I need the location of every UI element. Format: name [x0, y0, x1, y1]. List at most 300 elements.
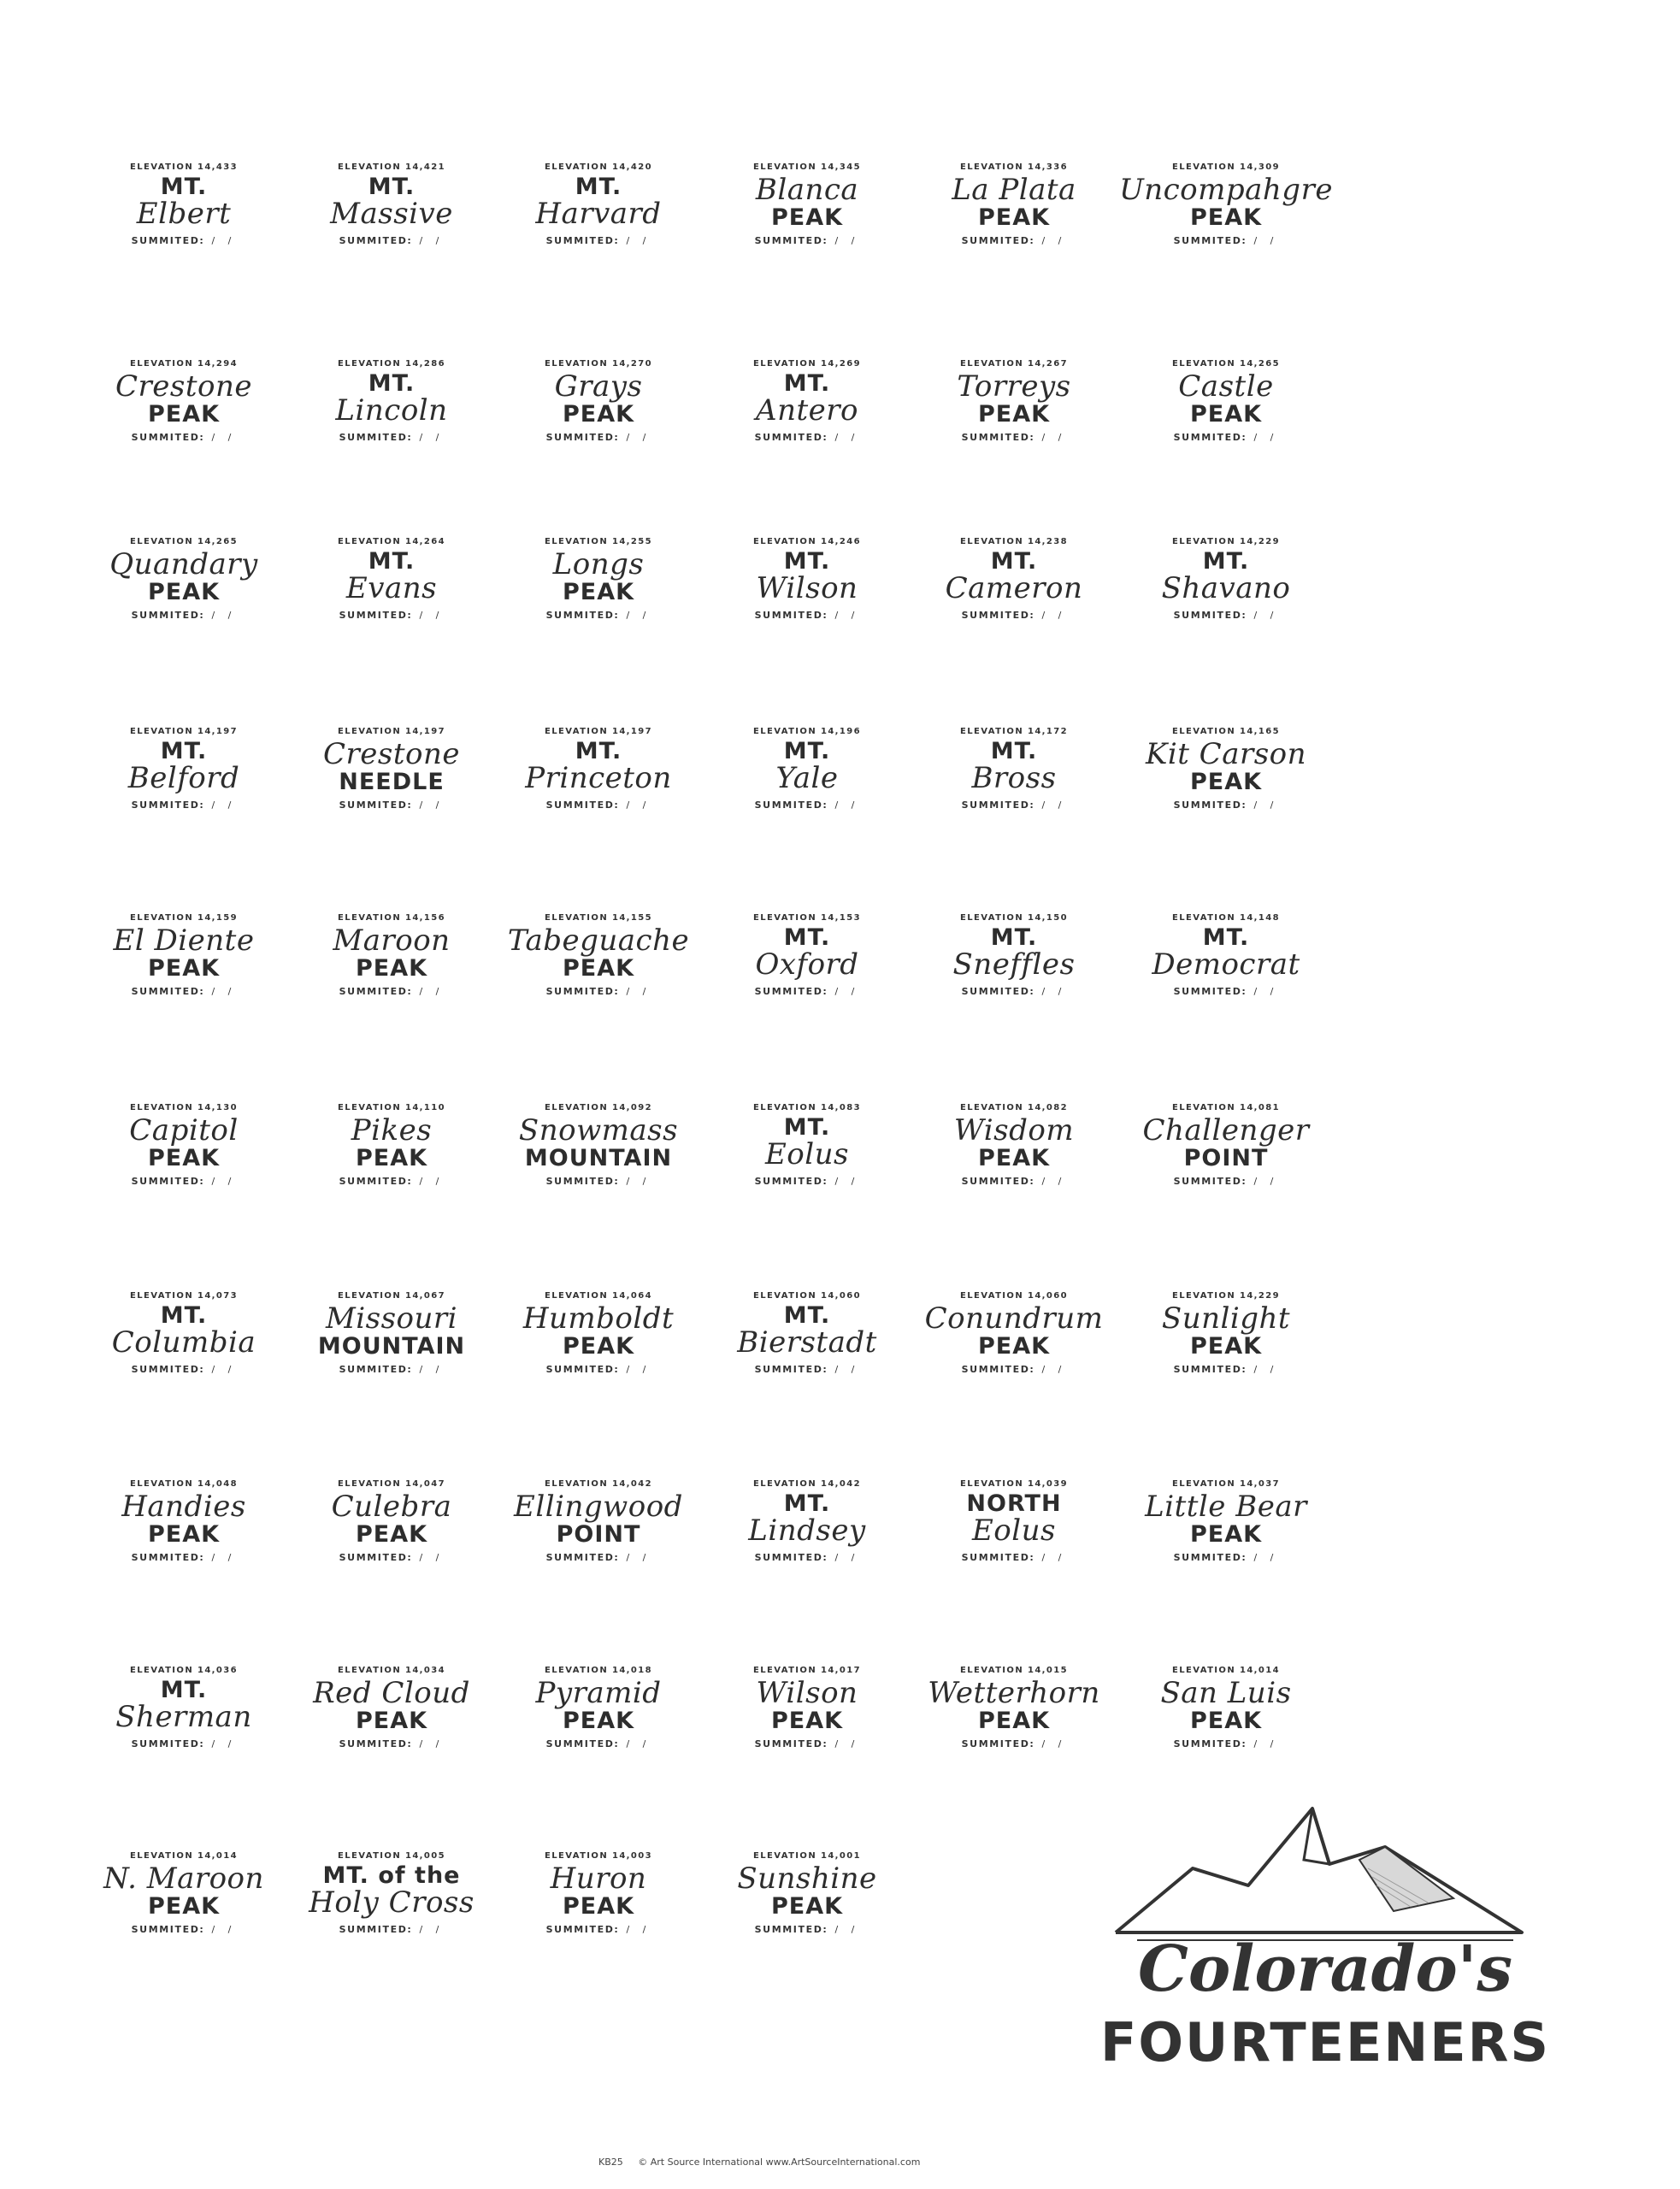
elevation-label: ELEVATION 14,269 — [753, 359, 861, 369]
summited-field — [487, 1924, 710, 1935]
peak-name-line1: Missouri — [325, 1301, 458, 1336]
summited-field — [73, 610, 295, 621]
peak-name-line2: PEAK — [147, 1144, 221, 1171]
peak-label — [903, 1291, 1125, 1411]
summited-field — [903, 799, 1125, 811]
footer — [598, 2157, 1197, 2168]
summited-date-slashes: / / — [419, 1924, 445, 1936]
summited-label: SUMMITED: — [339, 1176, 413, 1188]
peak-label — [487, 1666, 710, 1785]
peak-name-line1: Grays — [554, 369, 643, 404]
elevation-label: ELEVATION 14,159 — [130, 913, 238, 923]
peak-label — [696, 1851, 918, 1971]
logo — [1069, 1804, 1582, 2086]
summited-label: SUMMITED: — [339, 610, 413, 622]
peak-label — [280, 913, 503, 1033]
elevation-label: ELEVATION 14,110 — [338, 1103, 445, 1112]
elevation-label: ELEVATION 14,238 — [960, 537, 1068, 546]
peak-name-line2: MOUNTAIN — [317, 1332, 466, 1360]
peak-label — [73, 913, 295, 1033]
peak-name-line1: Culebra — [331, 1490, 452, 1524]
summited-label: SUMMITED: — [961, 986, 1035, 998]
elevation-label: ELEVATION 14,005 — [338, 1851, 445, 1861]
peak-name-line1: MT. — [368, 370, 416, 397]
peak-name-line2: Cameron — [945, 571, 1083, 606]
peak-name-line1: Red Cloud — [313, 1676, 470, 1710]
summited-date-slashes: / / — [1041, 1552, 1067, 1564]
peak-name-line2: PEAK — [1189, 768, 1263, 795]
summited-date-slashes: / / — [1041, 986, 1067, 998]
peak-name-line1: MT. — [160, 738, 208, 764]
summited-label: SUMMITED: — [754, 799, 828, 811]
peak-label — [903, 359, 1125, 479]
peak-label — [487, 1851, 710, 1971]
peak-name-line1: Torreys — [957, 369, 1071, 404]
elevation-label: ELEVATION 14,270 — [545, 359, 652, 369]
peak-label — [696, 913, 918, 1033]
peak-name-line1: MT. — [1202, 548, 1250, 575]
peak-name-line1: MT. — [783, 548, 831, 575]
peak-name-line1: Little Bear — [1145, 1490, 1307, 1524]
peak-name-line2: PEAK — [147, 1520, 221, 1548]
summited-field — [73, 1364, 295, 1375]
summited-label: SUMMITED: — [754, 610, 828, 622]
peak-name-line1: Uncompahgre — [1119, 173, 1333, 207]
peak-name-line1: Pikes — [351, 1113, 433, 1148]
summited-label: SUMMITED: — [754, 986, 828, 998]
elevation-label: ELEVATION 14,156 — [338, 913, 445, 923]
peak-name-line1: Sunshine — [737, 1862, 877, 1896]
peak-label — [1115, 537, 1337, 657]
peak-name-line2: Wilson — [756, 571, 858, 606]
peak-label — [1115, 1291, 1337, 1411]
peak-label — [487, 537, 710, 657]
peak-label — [696, 1479, 918, 1599]
peak-name-line2: Oxford — [755, 947, 859, 982]
summited-label: SUMMITED: — [131, 235, 205, 247]
elevation-label: ELEVATION 14,172 — [960, 727, 1068, 736]
elevation-label: ELEVATION 14,047 — [338, 1479, 445, 1489]
elevation-label: ELEVATION 14,014 — [130, 1851, 238, 1861]
peak-name-line1: Ellingwood — [514, 1490, 683, 1524]
peak-name-line1: Sunlight — [1161, 1301, 1291, 1336]
peak-name-line2: PEAK — [562, 578, 635, 605]
summited-field — [73, 235, 295, 246]
peak-label — [903, 1479, 1125, 1599]
peak-label — [73, 359, 295, 479]
peak-name-line1: MT. — [160, 1302, 208, 1329]
summited-date-slashes: / / — [626, 1738, 651, 1750]
peak-name-line2: PEAK — [562, 954, 635, 982]
elevation-label: ELEVATION 14,264 — [338, 537, 445, 546]
peak-label — [1115, 727, 1337, 847]
peak-name-line2: PEAK — [770, 1892, 844, 1920]
summited-date-slashes: / / — [419, 1738, 445, 1750]
peak-name-line1: MT. — [783, 1302, 831, 1329]
elevation-label: ELEVATION 14,092 — [545, 1103, 652, 1112]
summited-date-slashes: / / — [211, 1738, 237, 1750]
peak-name-line2: MOUNTAIN — [524, 1144, 673, 1171]
peak-name-line1: MT. — [990, 924, 1038, 951]
peak-name-line1: Blanca — [755, 173, 859, 207]
elevation-label: ELEVATION 14,153 — [753, 913, 861, 923]
peak-name-line2: PEAK — [1189, 1332, 1263, 1360]
elevation-label: ELEVATION 14,196 — [753, 727, 861, 736]
summited-label: SUMMITED: — [1173, 799, 1247, 811]
peak-label — [280, 1666, 503, 1785]
summited-date-slashes: / / — [1253, 1176, 1279, 1188]
summited-label: SUMMITED: — [754, 1552, 828, 1564]
elevation-label: ELEVATION 14,073 — [130, 1291, 238, 1301]
peak-name-line2: Evans — [345, 571, 438, 606]
peak-name-line1: Longs — [552, 547, 645, 581]
peak-name-line2: PEAK — [355, 1144, 428, 1171]
summited-date-slashes: / / — [1253, 1364, 1279, 1376]
summited-date-slashes: / / — [419, 986, 445, 998]
summited-date-slashes: / / — [834, 986, 860, 998]
peak-label — [903, 162, 1125, 282]
summited-date-slashes: / / — [419, 1176, 445, 1188]
summited-field — [487, 432, 710, 443]
summited-label: SUMMITED: — [131, 432, 205, 444]
peak-name-line1: Humboldt — [522, 1301, 675, 1336]
elevation-label: ELEVATION 14,155 — [545, 913, 652, 923]
peak-label — [696, 1666, 918, 1785]
summited-label: SUMMITED: — [545, 235, 620, 247]
peak-name-line2: PEAK — [977, 1707, 1051, 1734]
elevation-label: ELEVATION 14,081 — [1172, 1103, 1280, 1112]
elevation-label: ELEVATION 14,345 — [753, 162, 861, 172]
summited-date-slashes: / / — [211, 432, 237, 444]
product-code: KB25 — [598, 2157, 623, 2168]
summited-date-slashes: / / — [834, 1924, 860, 1936]
peak-label — [487, 727, 710, 847]
peak-label — [696, 1103, 918, 1223]
peak-name-line2: PEAK — [770, 1707, 844, 1734]
peak-label — [73, 727, 295, 847]
summited-date-slashes: / / — [1253, 1738, 1279, 1750]
summited-date-slashes: / / — [211, 799, 237, 811]
elevation-label: ELEVATION 14,433 — [130, 162, 238, 172]
elevation-label: ELEVATION 14,229 — [1172, 537, 1280, 546]
summited-field — [1115, 610, 1337, 621]
peak-label — [487, 359, 710, 479]
peak-label — [73, 537, 295, 657]
summited-label: SUMMITED: — [339, 1924, 413, 1936]
summited-field — [487, 986, 710, 997]
summited-field — [1115, 1364, 1337, 1375]
peak-name-line2: PEAK — [977, 204, 1051, 231]
peak-name-line2: Eolus — [971, 1513, 1056, 1549]
summited-label: SUMMITED: — [545, 1552, 620, 1564]
peak-name-line1: Kit Carson — [1145, 737, 1307, 771]
peak-name-line2: PEAK — [1189, 204, 1263, 231]
summited-field — [903, 1738, 1125, 1749]
summited-field — [1115, 432, 1337, 443]
summited-field — [280, 1364, 503, 1375]
summited-label: SUMMITED: — [131, 986, 205, 998]
summited-date-slashes: / / — [626, 235, 651, 247]
summited-field — [696, 799, 918, 811]
summited-label: SUMMITED: — [961, 1552, 1035, 1564]
summited-label: SUMMITED: — [961, 799, 1035, 811]
elevation-label: ELEVATION 14,294 — [130, 359, 238, 369]
summited-field — [280, 1924, 503, 1935]
summited-label: SUMMITED: — [961, 432, 1035, 444]
summited-field — [903, 1552, 1125, 1563]
summited-date-slashes: / / — [1041, 1176, 1067, 1188]
summited-field — [696, 1176, 918, 1187]
peak-label — [280, 1851, 503, 1971]
peak-label — [1115, 359, 1337, 479]
peak-name-line1: Huron — [550, 1862, 647, 1896]
summited-date-slashes: / / — [211, 1924, 237, 1936]
peak-name-line2: Lindsey — [748, 1513, 866, 1549]
peak-name-line2: PEAK — [562, 1892, 635, 1920]
summited-date-slashes: / / — [211, 1552, 237, 1564]
summited-label: SUMMITED: — [961, 610, 1035, 622]
summited-label: SUMMITED: — [545, 610, 620, 622]
summited-date-slashes: / / — [419, 799, 445, 811]
summited-label: SUMMITED: — [545, 432, 620, 444]
summited-field — [487, 610, 710, 621]
elevation-label: ELEVATION 14,042 — [545, 1479, 652, 1489]
summited-label: SUMMITED: — [131, 1176, 205, 1188]
copyright-text: © Art Source International www.ArtSourceInternational.com — [638, 2157, 921, 2168]
peak-name-line1: Castle — [1178, 369, 1274, 404]
peak-name-line2: PEAK — [977, 1332, 1051, 1360]
summited-date-slashes: / / — [419, 610, 445, 622]
peak-label — [696, 162, 918, 282]
peak-label — [487, 913, 710, 1033]
peak-name-line2: Sneffles — [952, 947, 1076, 982]
summited-label: SUMMITED: — [754, 235, 828, 247]
peak-name-line2: PEAK — [562, 1707, 635, 1734]
peak-name-line2: Belford — [127, 761, 240, 796]
summited-field — [73, 1738, 295, 1749]
summited-label: SUMMITED: — [961, 235, 1035, 247]
elevation-label: ELEVATION 14,336 — [960, 162, 1068, 172]
summited-field — [280, 235, 503, 246]
summited-date-slashes: / / — [1041, 799, 1067, 811]
peak-label — [1115, 1479, 1337, 1599]
elevation-label: ELEVATION 14,014 — [1172, 1666, 1280, 1675]
elevation-label: ELEVATION 14,067 — [338, 1291, 445, 1301]
summited-label: SUMMITED: — [339, 986, 413, 998]
summited-date-slashes: / / — [834, 1364, 860, 1376]
elevation-label: ELEVATION 14,082 — [960, 1103, 1068, 1112]
summited-date-slashes: / / — [834, 799, 860, 811]
elevation-label: ELEVATION 14,037 — [1172, 1479, 1280, 1489]
elevation-label: ELEVATION 14,197 — [338, 727, 445, 736]
summited-date-slashes: / / — [419, 432, 445, 444]
peak-label — [903, 1103, 1125, 1223]
summited-label: SUMMITED: — [754, 1924, 828, 1936]
peak-label — [73, 1851, 295, 1971]
summited-date-slashes: / / — [1041, 235, 1067, 247]
elevation-label: ELEVATION 14,148 — [1172, 913, 1280, 923]
summited-label: SUMMITED: — [1173, 610, 1247, 622]
elevation-label: ELEVATION 14,060 — [753, 1291, 861, 1301]
summited-date-slashes: / / — [834, 432, 860, 444]
peak-name-line1: Crestone — [115, 369, 252, 404]
peak-name-line2: PEAK — [147, 400, 221, 428]
peak-name-line1: Wilson — [756, 1676, 858, 1710]
summited-date-slashes: / / — [834, 610, 860, 622]
peak-name-line1: MT. — [783, 924, 831, 951]
peak-name-line1: San Luis — [1160, 1676, 1292, 1710]
peak-label — [280, 727, 503, 847]
peak-name-line2: PEAK — [770, 204, 844, 231]
peak-label — [280, 1479, 503, 1599]
elevation-label: ELEVATION 14,309 — [1172, 162, 1280, 172]
summited-date-slashes: / / — [419, 1364, 445, 1376]
summited-date-slashes: / / — [626, 986, 651, 998]
peak-name-line1: Crestone — [323, 737, 460, 771]
peak-name-line1: MT. — [990, 738, 1038, 764]
summited-label: SUMMITED: — [131, 1552, 205, 1564]
peak-label — [903, 537, 1125, 657]
summited-label: SUMMITED: — [1173, 986, 1247, 998]
elevation-label: ELEVATION 14,060 — [960, 1291, 1068, 1301]
peak-label — [280, 359, 503, 479]
peak-name-line2: Columbia — [111, 1325, 256, 1360]
summited-field — [903, 1176, 1125, 1187]
peak-label — [487, 162, 710, 282]
peak-name-line2: Democrat — [1152, 947, 1300, 982]
summited-field — [1115, 1552, 1337, 1563]
peak-label — [487, 1291, 710, 1411]
peak-label — [73, 1479, 295, 1599]
elevation-label: ELEVATION 14,039 — [960, 1479, 1068, 1489]
peak-name-line1: Snowmass — [518, 1113, 679, 1148]
elevation-label: ELEVATION 14,229 — [1172, 1291, 1280, 1301]
peak-label — [696, 537, 918, 657]
summited-field — [1115, 235, 1337, 246]
summited-label: SUMMITED: — [131, 799, 205, 811]
summited-date-slashes: / / — [626, 1552, 651, 1564]
summited-field — [73, 1176, 295, 1187]
summited-date-slashes: / / — [626, 799, 651, 811]
peak-label — [696, 727, 918, 847]
summited-field — [487, 1176, 710, 1187]
mountain-icon — [1111, 1804, 1539, 1941]
summited-date-slashes: / / — [1253, 1552, 1279, 1564]
elevation-label: ELEVATION 14,015 — [960, 1666, 1068, 1675]
elevation-label: ELEVATION 14,246 — [753, 537, 861, 546]
summited-label: SUMMITED: — [339, 799, 413, 811]
elevation-label: ELEVATION 14,048 — [130, 1479, 238, 1489]
summited-field — [280, 799, 503, 811]
peak-name-line2: Holy Cross — [309, 1885, 475, 1921]
peak-name-line2: Bross — [971, 761, 1057, 796]
peak-name-line2: Eolus — [764, 1137, 849, 1172]
elevation-label: ELEVATION 14,265 — [1172, 359, 1280, 369]
peak-name-line1: MT. — [368, 174, 416, 200]
summited-label: SUMMITED: — [545, 986, 620, 998]
peak-label — [903, 913, 1125, 1033]
summited-date-slashes: / / — [834, 1738, 860, 1750]
summited-field — [73, 1924, 295, 1935]
elevation-label: ELEVATION 14,042 — [753, 1479, 861, 1489]
peak-name-line2: Yale — [775, 761, 839, 796]
summited-date-slashes: / / — [1041, 610, 1067, 622]
peak-name-line1: N. Maroon — [103, 1862, 264, 1896]
peak-name-line2: PEAK — [355, 1520, 428, 1548]
elevation-label: ELEVATION 14,064 — [545, 1291, 652, 1301]
summited-label: SUMMITED: — [754, 432, 828, 444]
peak-name-line1: MT. — [783, 1490, 831, 1517]
peak-name-line2: Massive — [330, 197, 453, 232]
peak-name-line2: Elbert — [136, 197, 232, 232]
peak-name-line2: Shavano — [1161, 571, 1291, 606]
peak-name-line1: La Plata — [952, 173, 1076, 207]
summited-field — [280, 1738, 503, 1749]
peak-label — [1115, 913, 1337, 1033]
summited-date-slashes: / / — [419, 1552, 445, 1564]
summited-field — [280, 432, 503, 443]
summited-date-slashes: / / — [1253, 799, 1279, 811]
summited-date-slashes: / / — [211, 235, 237, 247]
summited-date-slashes: / / — [211, 1176, 237, 1188]
summited-field — [696, 986, 918, 997]
summited-field — [696, 1364, 918, 1375]
elevation-label: ELEVATION 14,197 — [130, 727, 238, 736]
summited-label: SUMMITED: — [339, 432, 413, 444]
summited-date-slashes: / / — [834, 235, 860, 247]
peak-label — [903, 1666, 1125, 1785]
peak-label — [1115, 1103, 1337, 1223]
peak-name-line1: MT. — [160, 174, 208, 200]
peak-label — [1115, 162, 1337, 282]
peak-label — [73, 1103, 295, 1223]
peak-label — [280, 1291, 503, 1411]
peak-name-line1: MT. — [783, 370, 831, 397]
peak-label — [903, 727, 1125, 847]
peak-name-line2: POINT — [556, 1520, 641, 1548]
summited-date-slashes: / / — [1041, 1738, 1067, 1750]
peak-label — [487, 1479, 710, 1599]
peak-name-line1: MT. — [990, 548, 1038, 575]
summited-date-slashes: / / — [626, 1924, 651, 1936]
summited-field — [903, 1364, 1125, 1375]
peak-label — [73, 1291, 295, 1411]
summited-field — [487, 1552, 710, 1563]
summited-label: SUMMITED: — [545, 1738, 620, 1750]
peak-name-line2: PEAK — [355, 1707, 428, 1734]
summited-field — [903, 610, 1125, 621]
elevation-label: ELEVATION 14,421 — [338, 162, 445, 172]
elevation-label: ELEVATION 14,267 — [960, 359, 1068, 369]
summited-label: SUMMITED: — [961, 1176, 1035, 1188]
summited-field — [1115, 1738, 1337, 1749]
summited-date-slashes: / / — [1253, 235, 1279, 247]
elevation-label: ELEVATION 14,036 — [130, 1666, 238, 1675]
peak-label — [280, 1103, 503, 1223]
summited-date-slashes: / / — [1041, 1364, 1067, 1376]
summited-label: SUMMITED: — [131, 1364, 205, 1376]
summited-field — [280, 986, 503, 997]
summited-field — [73, 986, 295, 997]
summited-date-slashes: / / — [626, 1364, 651, 1376]
summited-label: SUMMITED: — [754, 1364, 828, 1376]
summited-label: SUMMITED: — [339, 1552, 413, 1564]
peak-label — [73, 1666, 295, 1785]
elevation-label: ELEVATION 14,083 — [753, 1103, 861, 1112]
peak-name-line1: MT. — [575, 174, 622, 200]
elevation-label: ELEVATION 14,001 — [753, 1851, 861, 1861]
peak-name-line1: Conundrum — [924, 1301, 1104, 1336]
